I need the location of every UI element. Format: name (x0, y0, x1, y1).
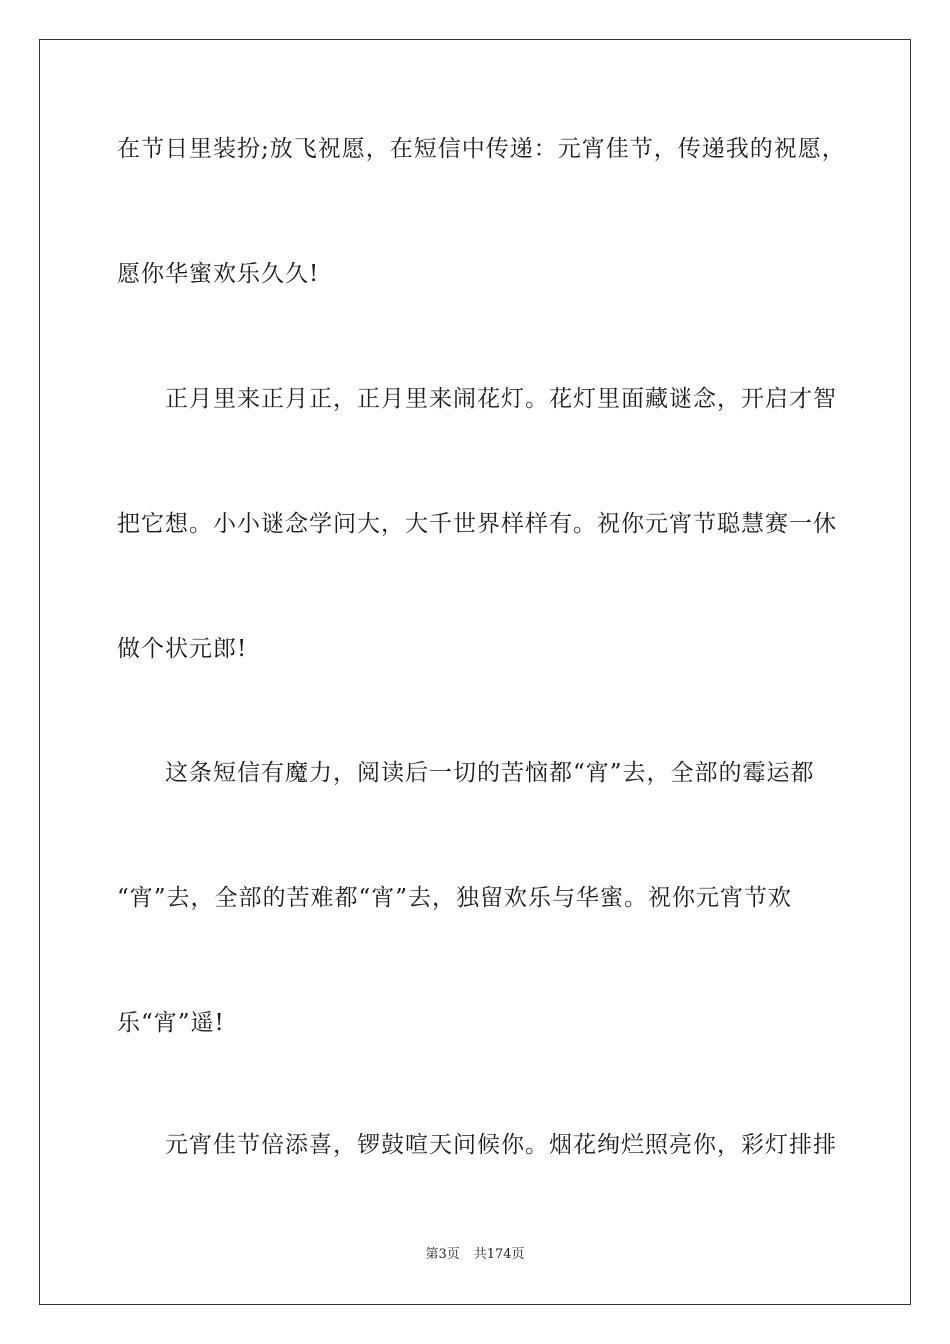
text-line-8: 乐“宵”遥! (117, 1010, 225, 1036)
text-line-2: 愿你华蜜欢乐久久! (117, 261, 320, 287)
text-line-5: 做个状元郎! (117, 636, 248, 662)
page-number: 第3页 (425, 1247, 460, 1262)
text-line-4: 把它想。小小谜念学问大，大千世界样样有。祝你元宵节聪慧赛一休 (117, 511, 837, 537)
text-line-6: 这条短信有魔力，阅读后一切的苦恼都“宵”去，全部的霉运都 (165, 760, 815, 786)
text-line-7: “宵”去，全部的苦难都“宵”去，独留欢乐与华蜜。祝你元宵节欢 (117, 885, 793, 911)
text-line-3: 正月里来正月正，正月里来闹花灯。花灯里面藏谜念，开启才智 (165, 386, 837, 412)
page-footer (0, 1246, 950, 1264)
page-border (39, 39, 911, 1305)
page-total: 共174页 (473, 1247, 525, 1262)
text-line-1: 在节日里装扮;放飞祝愿，在短信中传递：元宵佳节，传递我的祝愿， (117, 136, 846, 162)
text-line-9: 元宵佳节倍添喜，锣鼓喧天问候你。烟花绚烂照亮你，彩灯排排 (165, 1132, 837, 1158)
